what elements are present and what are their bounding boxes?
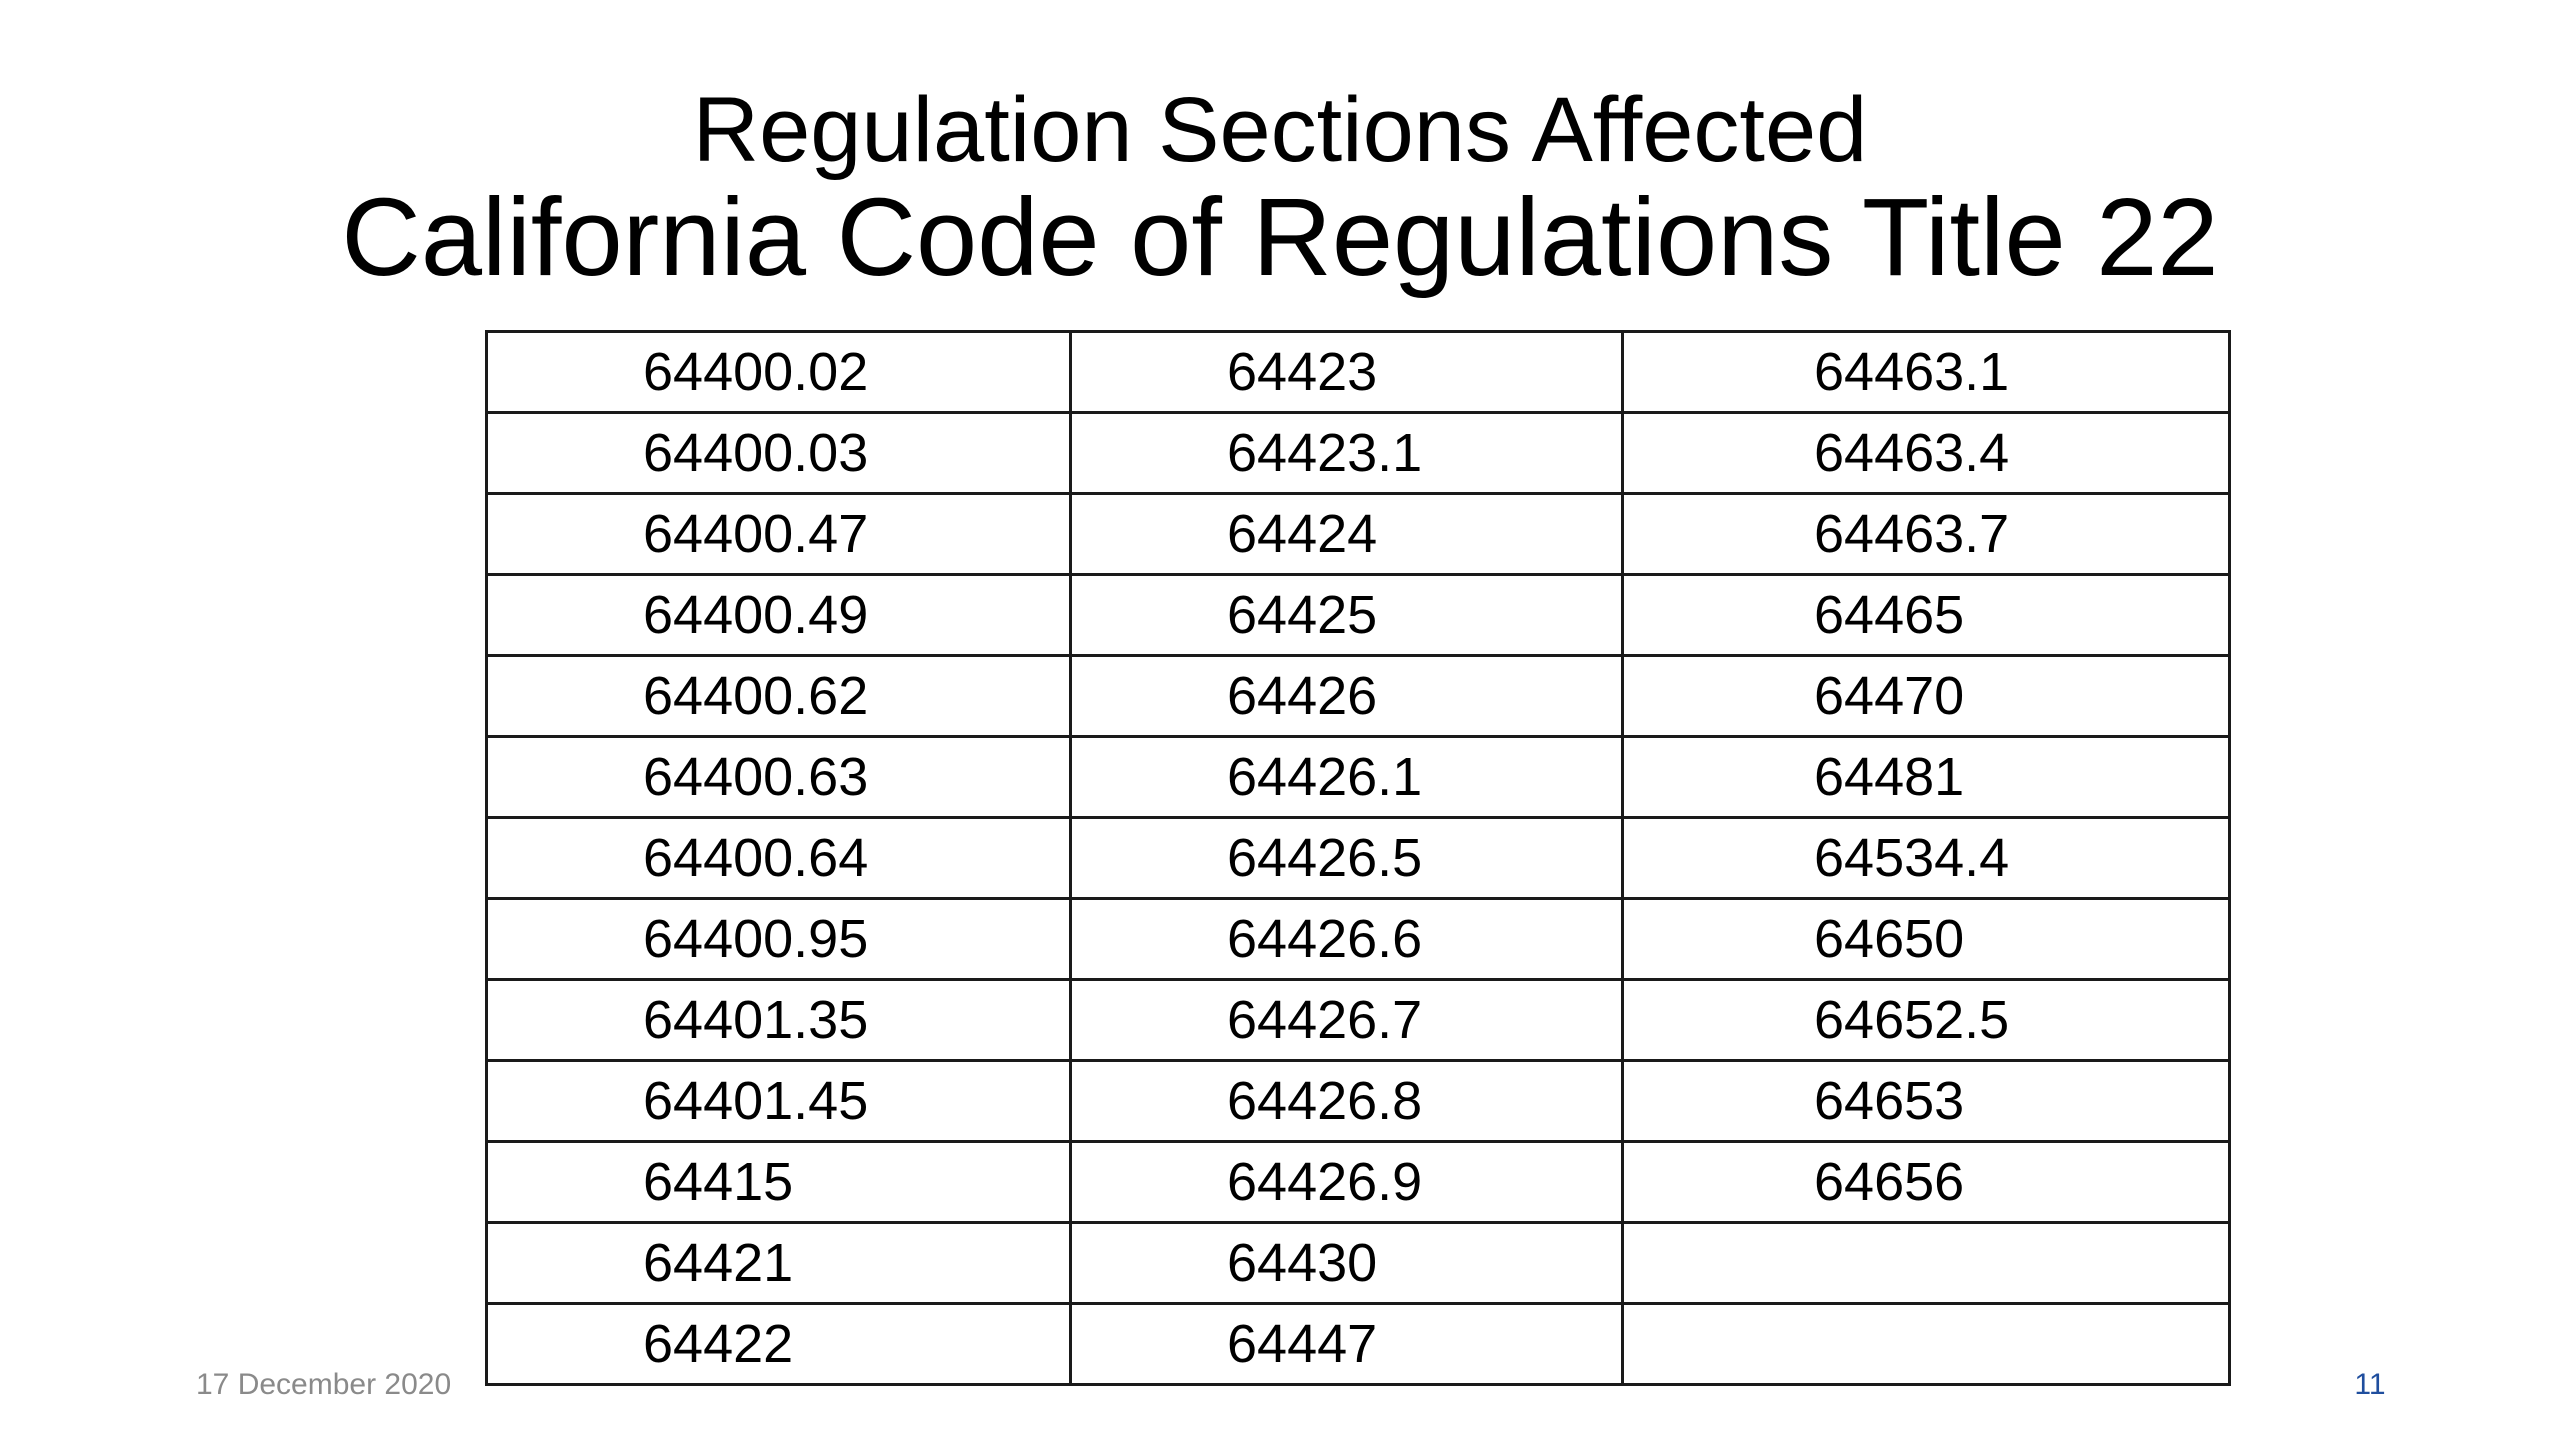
table-cell: 64534.4: [1623, 818, 2230, 899]
table-cell: 64426.6: [1071, 899, 1623, 980]
table-cell: 64426.1: [1071, 737, 1623, 818]
table-cell: 64426.9: [1071, 1142, 1623, 1223]
table-cell-empty: [1623, 1223, 2230, 1304]
table-cell: 64423: [1071, 332, 1623, 413]
table-row: [487, 1061, 2230, 1142]
table-cell: 64653: [1623, 1061, 2230, 1142]
table-cell: 64463.7: [1623, 494, 2230, 575]
footer-date: 17 December 2020: [196, 1368, 452, 1401]
table-row: [487, 1223, 2230, 1304]
table-cell: 64426.7: [1071, 980, 1623, 1061]
table-row: [487, 1304, 2230, 1385]
table-cell-empty: [1623, 1304, 2230, 1385]
table-cell: 64400.64: [487, 818, 1071, 899]
table-cell: 64656: [1623, 1142, 2230, 1223]
table-row: [487, 332, 2230, 413]
page-number: 11: [2354, 1368, 2386, 1401]
table-cell: 64423.1: [1071, 413, 1623, 494]
table-row: [487, 413, 2230, 494]
table-cell: 64465: [1623, 575, 2230, 656]
table-cell: 64400.62: [487, 656, 1071, 737]
table-cell: 64415: [487, 1142, 1071, 1223]
regulation-sections-table: [485, 330, 2231, 1386]
table-cell: 64400.49: [487, 575, 1071, 656]
table-cell: 64421: [487, 1223, 1071, 1304]
table-cell: 64400.03: [487, 413, 1071, 494]
table-cell: 64652.5: [1623, 980, 2230, 1061]
table-cell: 64424: [1071, 494, 1623, 575]
table-cell: 64425: [1071, 575, 1623, 656]
table-row: [487, 818, 2230, 899]
table-row: [487, 1142, 2230, 1223]
table-cell: 64470: [1623, 656, 2230, 737]
table-cell: 64463.4: [1623, 413, 2230, 494]
table-row: [487, 980, 2230, 1061]
slide-subtitle: California Code of Regulations Title 22: [341, 176, 2219, 299]
table-cell: 64426: [1071, 656, 1623, 737]
table-cell: 64463.1: [1623, 332, 2230, 413]
table-cell: 64650: [1623, 899, 2230, 980]
table-cell: 64400.63: [487, 737, 1071, 818]
table-cell: 64401.45: [487, 1061, 1071, 1142]
table-cell: 64401.35: [487, 980, 1071, 1061]
table-cell: 64422: [487, 1304, 1071, 1385]
table-cell: 64400.47: [487, 494, 1071, 575]
table-cell: 64430: [1071, 1223, 1623, 1304]
table-cell: 64426.5: [1071, 818, 1623, 899]
table-row: [487, 737, 2230, 818]
table-row: [487, 656, 2230, 737]
table-row: [487, 899, 2230, 980]
table-cell: 64426.8: [1071, 1061, 1623, 1142]
table-cell: 64400.95: [487, 899, 1071, 980]
slide-title: Regulation Sections Affected: [692, 79, 1868, 181]
table-cell: 64447: [1071, 1304, 1623, 1385]
table-row: [487, 575, 2230, 656]
table-cell: 64481: [1623, 737, 2230, 818]
table-row: [487, 494, 2230, 575]
table-cell: 64400.02: [487, 332, 1071, 413]
